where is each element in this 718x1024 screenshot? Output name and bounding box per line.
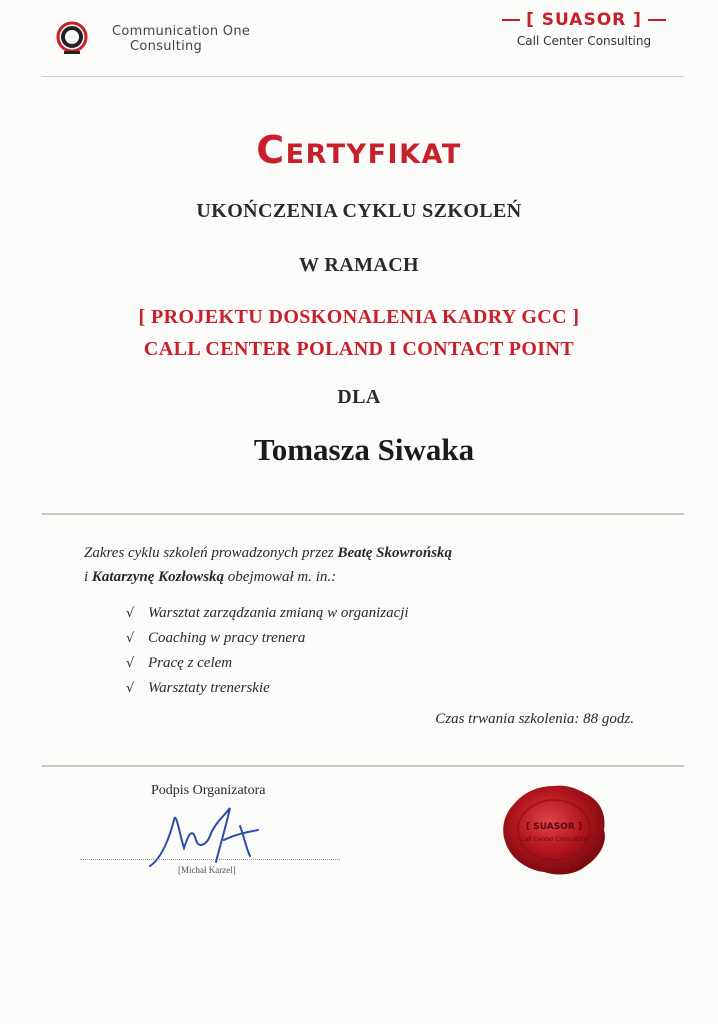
project-name-line-1: [ PROJEKTU DOSKONALENIA KADRY GCC ] <box>138 306 580 328</box>
training-description <box>84 541 644 589</box>
list-item <box>126 626 409 651</box>
topic-label: Coaching w pracy trenera <box>148 630 306 646</box>
signatory-name: [Michał Karzel] <box>178 865 236 875</box>
list-item <box>126 651 409 676</box>
section-divider-top <box>42 513 684 515</box>
seal-subtitle: Call Center Consulting <box>520 836 588 843</box>
left-logo-line2: Consulting <box>130 39 203 54</box>
project-name-line-2: CALL CENTER POLAND I CONTACT POINT <box>143 338 575 360</box>
suasor-brand: [ SUASOR ] <box>526 10 642 30</box>
handwritten-signature <box>140 796 280 876</box>
recipient-name: Tomasza Siwaka <box>253 432 475 467</box>
trainer-2: Katarzynę Kozłowską <box>91 569 225 585</box>
topics-list <box>126 601 409 701</box>
list-item <box>126 601 409 626</box>
topic-label: Pracę z celem <box>148 655 233 671</box>
training-duration: Czas trwania szkolenia: 88 godz. <box>435 711 634 727</box>
signature-line <box>80 859 340 860</box>
check-icon: √ <box>126 681 135 696</box>
check-icon: √ <box>126 656 135 671</box>
check-icon: √ <box>126 606 135 621</box>
topic-label: Warsztat zarządzania zmianą w organizacji <box>148 605 409 621</box>
header-divider <box>42 76 684 77</box>
seal-brand: [ SUASOR ] <box>525 822 583 832</box>
topic-label: Warsztaty trenerskie <box>148 680 270 696</box>
logo-dash-right <box>648 19 666 21</box>
suasor-subtitle: Call Center Consulting <box>516 34 652 48</box>
left-logo-line1: Communication One <box>112 24 251 39</box>
check-icon: √ <box>126 631 135 646</box>
communication-one-logo <box>50 18 310 68</box>
trainer-1: Beatę Skowrońską <box>337 545 453 561</box>
section-divider-bottom <box>42 765 684 767</box>
description-text-1: Zakres cyklu szkoleń prowadzonych przez <box>84 545 338 561</box>
certificate-line-1: UKOŃCZENIA CYKLU SZKOLEŃ <box>196 200 522 222</box>
signature-label: Podpis Organizatora <box>151 783 266 798</box>
description-text-2: i <box>84 569 92 585</box>
communication-one-logo-icon <box>50 18 94 62</box>
certificate-title: Certyfikat <box>256 128 462 172</box>
list-item <box>126 676 409 701</box>
logo-dash-left <box>502 19 520 21</box>
certificate-line-2: W RAMACH <box>298 254 420 276</box>
description-text-3: obejmował m. in.: <box>224 569 337 585</box>
certificate-for-label: DLA <box>337 386 381 408</box>
suasor-logo <box>478 10 690 70</box>
